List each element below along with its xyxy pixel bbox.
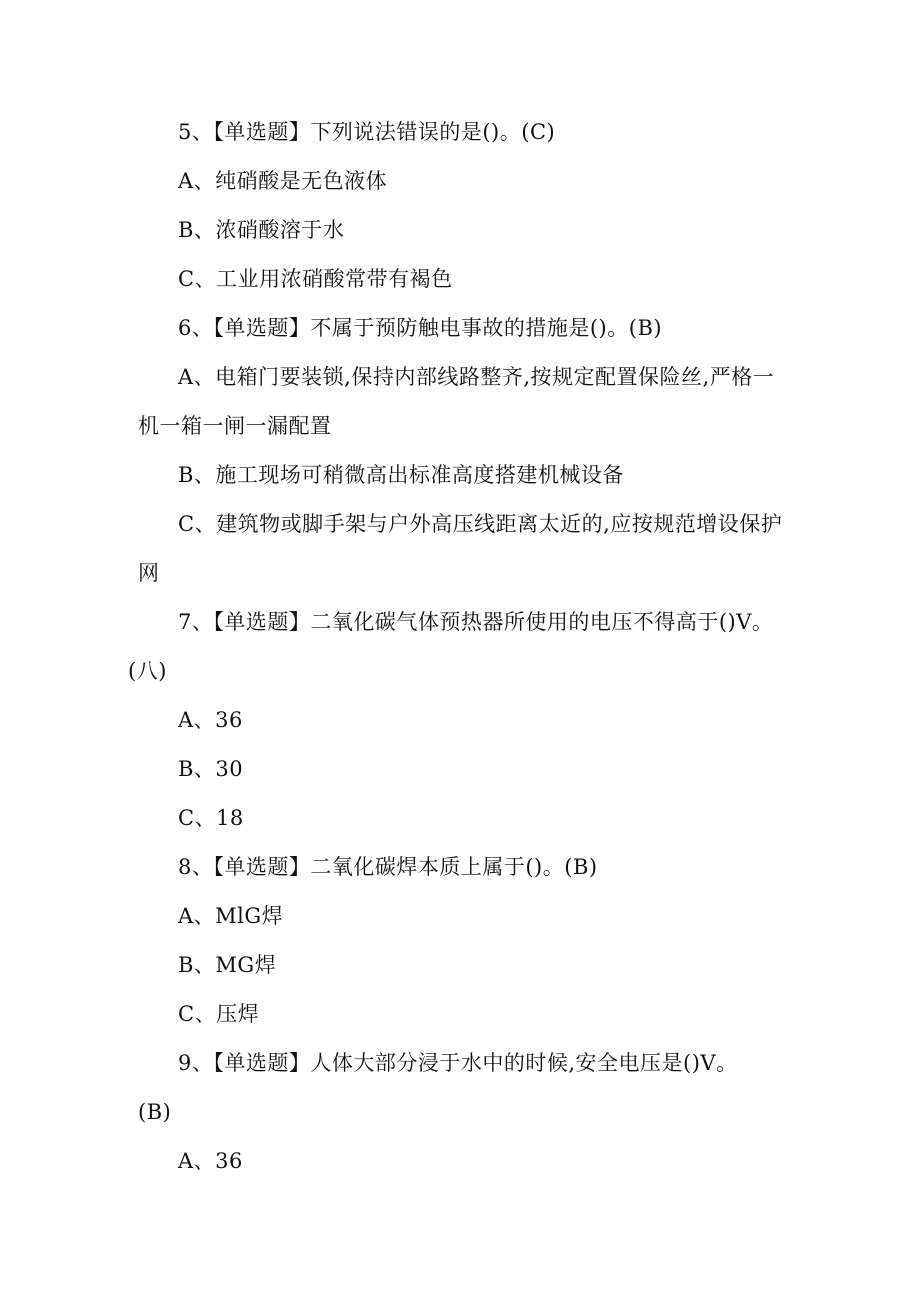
option-5b: B、浓硝酸溶于水 (178, 218, 345, 242)
option-6c: C、建筑物或脚手架与户外高压线距离太近的,应按规范增设保护 (178, 512, 783, 536)
option-5c: C、工业用浓硝酸常带有褐色 (178, 267, 453, 291)
option-9a: A、36 (178, 1149, 243, 1173)
question-9: 9、【单选题】人体大部分浸于水中的时候,安全电压是()V。 (178, 1051, 738, 1075)
question-9-answer: (B) (138, 1100, 172, 1124)
option-6a: A、电箱门要装锁,保持内部线路整齐,按规定配置保险丝,严格一 (178, 365, 775, 389)
question-6: 6、【单选题】不属于预防触电事故的措施是()。(B) (178, 316, 663, 340)
option-8a: A、MlG焊 (178, 904, 284, 928)
option-7c: C、18 (178, 806, 244, 830)
option-6a-continued: 机一箱一闸一漏配置 (138, 414, 332, 438)
option-8c: C、压焊 (178, 1002, 260, 1026)
question-5: 5、【单选题】下列说法错误的是()。(C) (178, 120, 556, 144)
question-7: 7、【单选题】二氧化碳气体预热器所使用的电压不得高于()V。 (178, 610, 774, 634)
option-6b: B、施工现场可稍微高出标准高度搭建机械设备 (178, 463, 624, 487)
option-8b: B、MG焊 (178, 953, 277, 977)
question-7-answer: (八) (128, 659, 167, 683)
option-7a: A、36 (178, 708, 243, 732)
option-5a: A、纯硝酸是无色液体 (178, 169, 388, 193)
option-7b: B、30 (178, 757, 244, 781)
question-8: 8、【单选题】二氧化碳焊本质上属于()。(B) (178, 855, 598, 879)
option-6c-continued: 网 (138, 561, 160, 585)
